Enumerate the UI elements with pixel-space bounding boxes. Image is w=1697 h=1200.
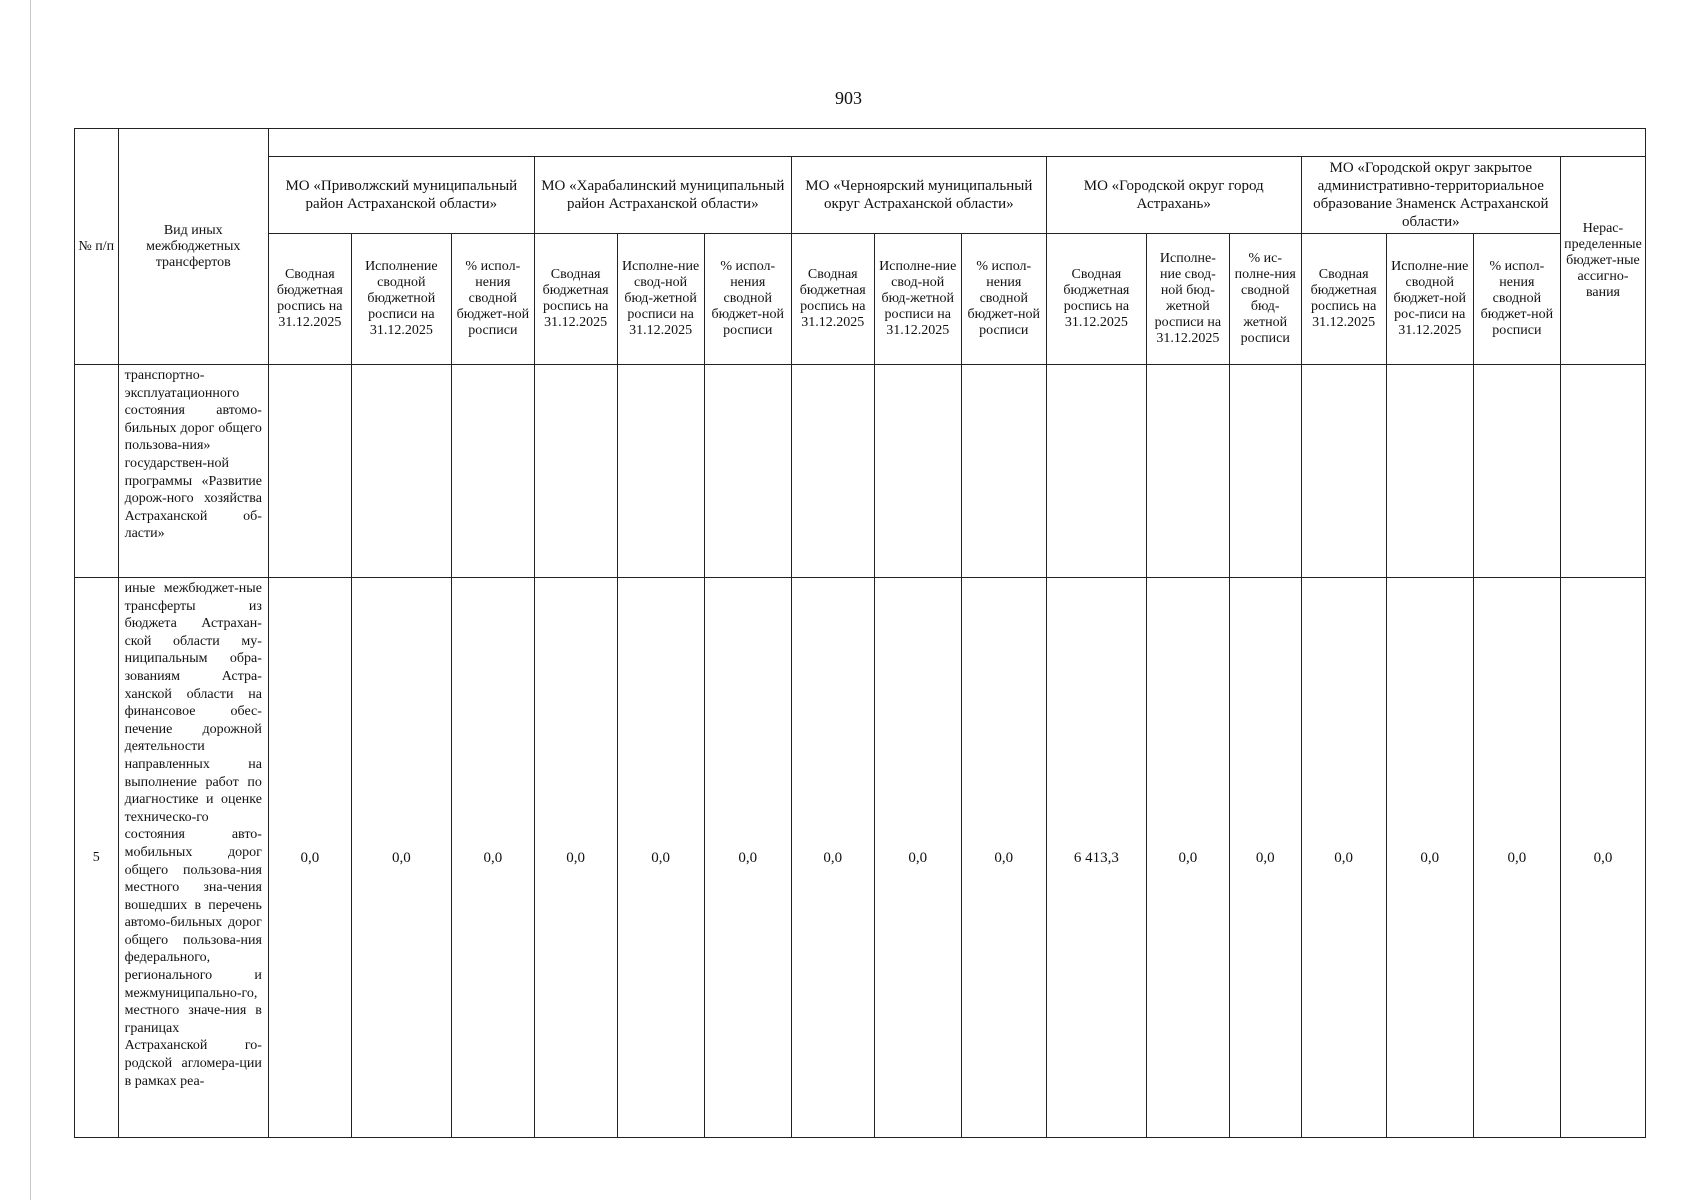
sub-header-plan: Сводная бюджетная роспись на 31.12.2025 [1046, 234, 1146, 365]
header-blank-cell [268, 129, 1645, 157]
group-header-astrakhan: МО «Городской округ город Астрахань» [1046, 157, 1301, 234]
value-cell [1386, 365, 1473, 578]
value-cell [451, 365, 534, 578]
group-header-row [75, 157, 1646, 234]
budget-table [74, 128, 1646, 1138]
value-cell [1560, 365, 1645, 578]
value-cell [1146, 365, 1229, 578]
value-cell: 0,0 [1301, 578, 1386, 1138]
table-row [75, 578, 1646, 1138]
transfer-type-header: Вид иных межбюджетных трансфертов [118, 129, 268, 365]
value-cell: 0,0 [874, 578, 961, 1138]
value-cell [961, 365, 1046, 578]
sub-header-execution: Исполне-ние свод-ной бюд-жетной росписи на 31.12.2025 [874, 234, 961, 365]
sub-header-percent: % ис-полне-ния сводной бюд-жетной росписи [1229, 234, 1301, 365]
sub-header-plan: Сводная бюджетная роспись на 31.12.2025 [1301, 234, 1386, 365]
value-cell [791, 365, 874, 578]
sub-header-execution: Исполне-ние свод-ной бюд-жетной росписи на 31.12.2025 [617, 234, 704, 365]
header-top-bar [75, 129, 1646, 157]
row-number: 5 [75, 578, 119, 1138]
sub-header-percent: % испол-нения сводной бюджет-ной росписи [1473, 234, 1560, 365]
value-cell: 0,0 [451, 578, 534, 1138]
value-cell [268, 365, 351, 578]
num-header: № п/п [75, 129, 119, 365]
group-header-kharabalinsky: МО «Харабалинский муниципальный район Астраханской области» [534, 157, 791, 234]
value-cell: 0,0 [791, 578, 874, 1138]
value-cell [1301, 365, 1386, 578]
sub-header-plan: Сводная бюджетная роспись на 31.12.2025 [268, 234, 351, 365]
value-cell: 0,0 [351, 578, 451, 1138]
value-cell [534, 365, 617, 578]
group-header-chernoyarsky: МО «Черноярский муниципальный округ Астраханской области» [791, 157, 1046, 234]
value-cell [617, 365, 704, 578]
value-cell [1473, 365, 1560, 578]
row-number [75, 365, 119, 578]
page-number: 903 [835, 88, 862, 108]
value-cell [704, 365, 791, 578]
transfer-type-cell: иные межбюджет-ные трансферты из бюджета Астрахан-ской области му-ниципальным обра-зованиям Астра-ханской области на финансовое обес-печение дорожной деятельности направленных на выполнение работ по диагностике и оценке техническо-го состояния авто-мобильных дорог общего пользова-ния местного зна-чения вошедших в перечень автомо-бильных дорог общего пользова-ния федерального, регионального и межмуниципально-го, местного значе-ния в границах Астраханской го-родской агломера-ции в рамках реа- [118, 578, 268, 1138]
value-cell [874, 365, 961, 578]
scan-edge-line [30, 0, 31, 1200]
sub-header-execution: Исполне-ние свод-ной бюд-жетной росписи на 31.12.2025 [1146, 234, 1229, 365]
transfer-type-cell: транспортно-эксплуатационного состояния автомо-бильных дорог общего пользова-ния» государствен-ной программы «Развитие дорож-ного хозяйства Астраханской об-ласти» [118, 365, 268, 578]
sub-header-percent: % испол-нения сводной бюджет-ной росписи [704, 234, 791, 365]
sub-header-percent: % испол-нения сводной бюджет-ной росписи [961, 234, 1046, 365]
unallocated-header: Нерас-пределенные бюджет-ные ассигно-вания [1560, 157, 1645, 365]
value-cell: 0,0 [1560, 578, 1645, 1138]
table-row [75, 365, 1646, 578]
value-cell [351, 365, 451, 578]
value-cell: 0,0 [1229, 578, 1301, 1138]
value-cell: 0,0 [961, 578, 1046, 1138]
sub-header-row [75, 234, 1646, 365]
value-cell: 0,0 [617, 578, 704, 1138]
sub-header-execution: Исполне-ние сводной бюджет-ной рос-писи на 31.12.2025 [1386, 234, 1473, 365]
group-header-znamensk: МО «Городской округ закрытое административно-территориальное образование Знаменск Астраханской области» [1301, 157, 1560, 234]
value-cell: 0,0 [704, 578, 791, 1138]
value-cell: 0,0 [1386, 578, 1473, 1138]
sub-header-plan: Сводная бюджетная роспись на 31.12.2025 [534, 234, 617, 365]
sub-header-plan: Сводная бюджетная роспись на 31.12.2025 [791, 234, 874, 365]
value-cell: 0,0 [1146, 578, 1229, 1138]
sub-header-execution: Исполнение сводной бюджетной росписи на 31.12.2025 [351, 234, 451, 365]
sub-header-percent: % испол-нения сводной бюджет-ной росписи [451, 234, 534, 365]
value-cell [1229, 365, 1301, 578]
value-cell [1046, 365, 1146, 578]
value-cell: 6 413,3 [1046, 578, 1146, 1138]
value-cell: 0,0 [534, 578, 617, 1138]
value-cell: 0,0 [1473, 578, 1560, 1138]
value-cell: 0,0 [268, 578, 351, 1138]
group-header-privolzhsky: МО «Приволжский муниципальный район Астраханской области» [268, 157, 534, 234]
